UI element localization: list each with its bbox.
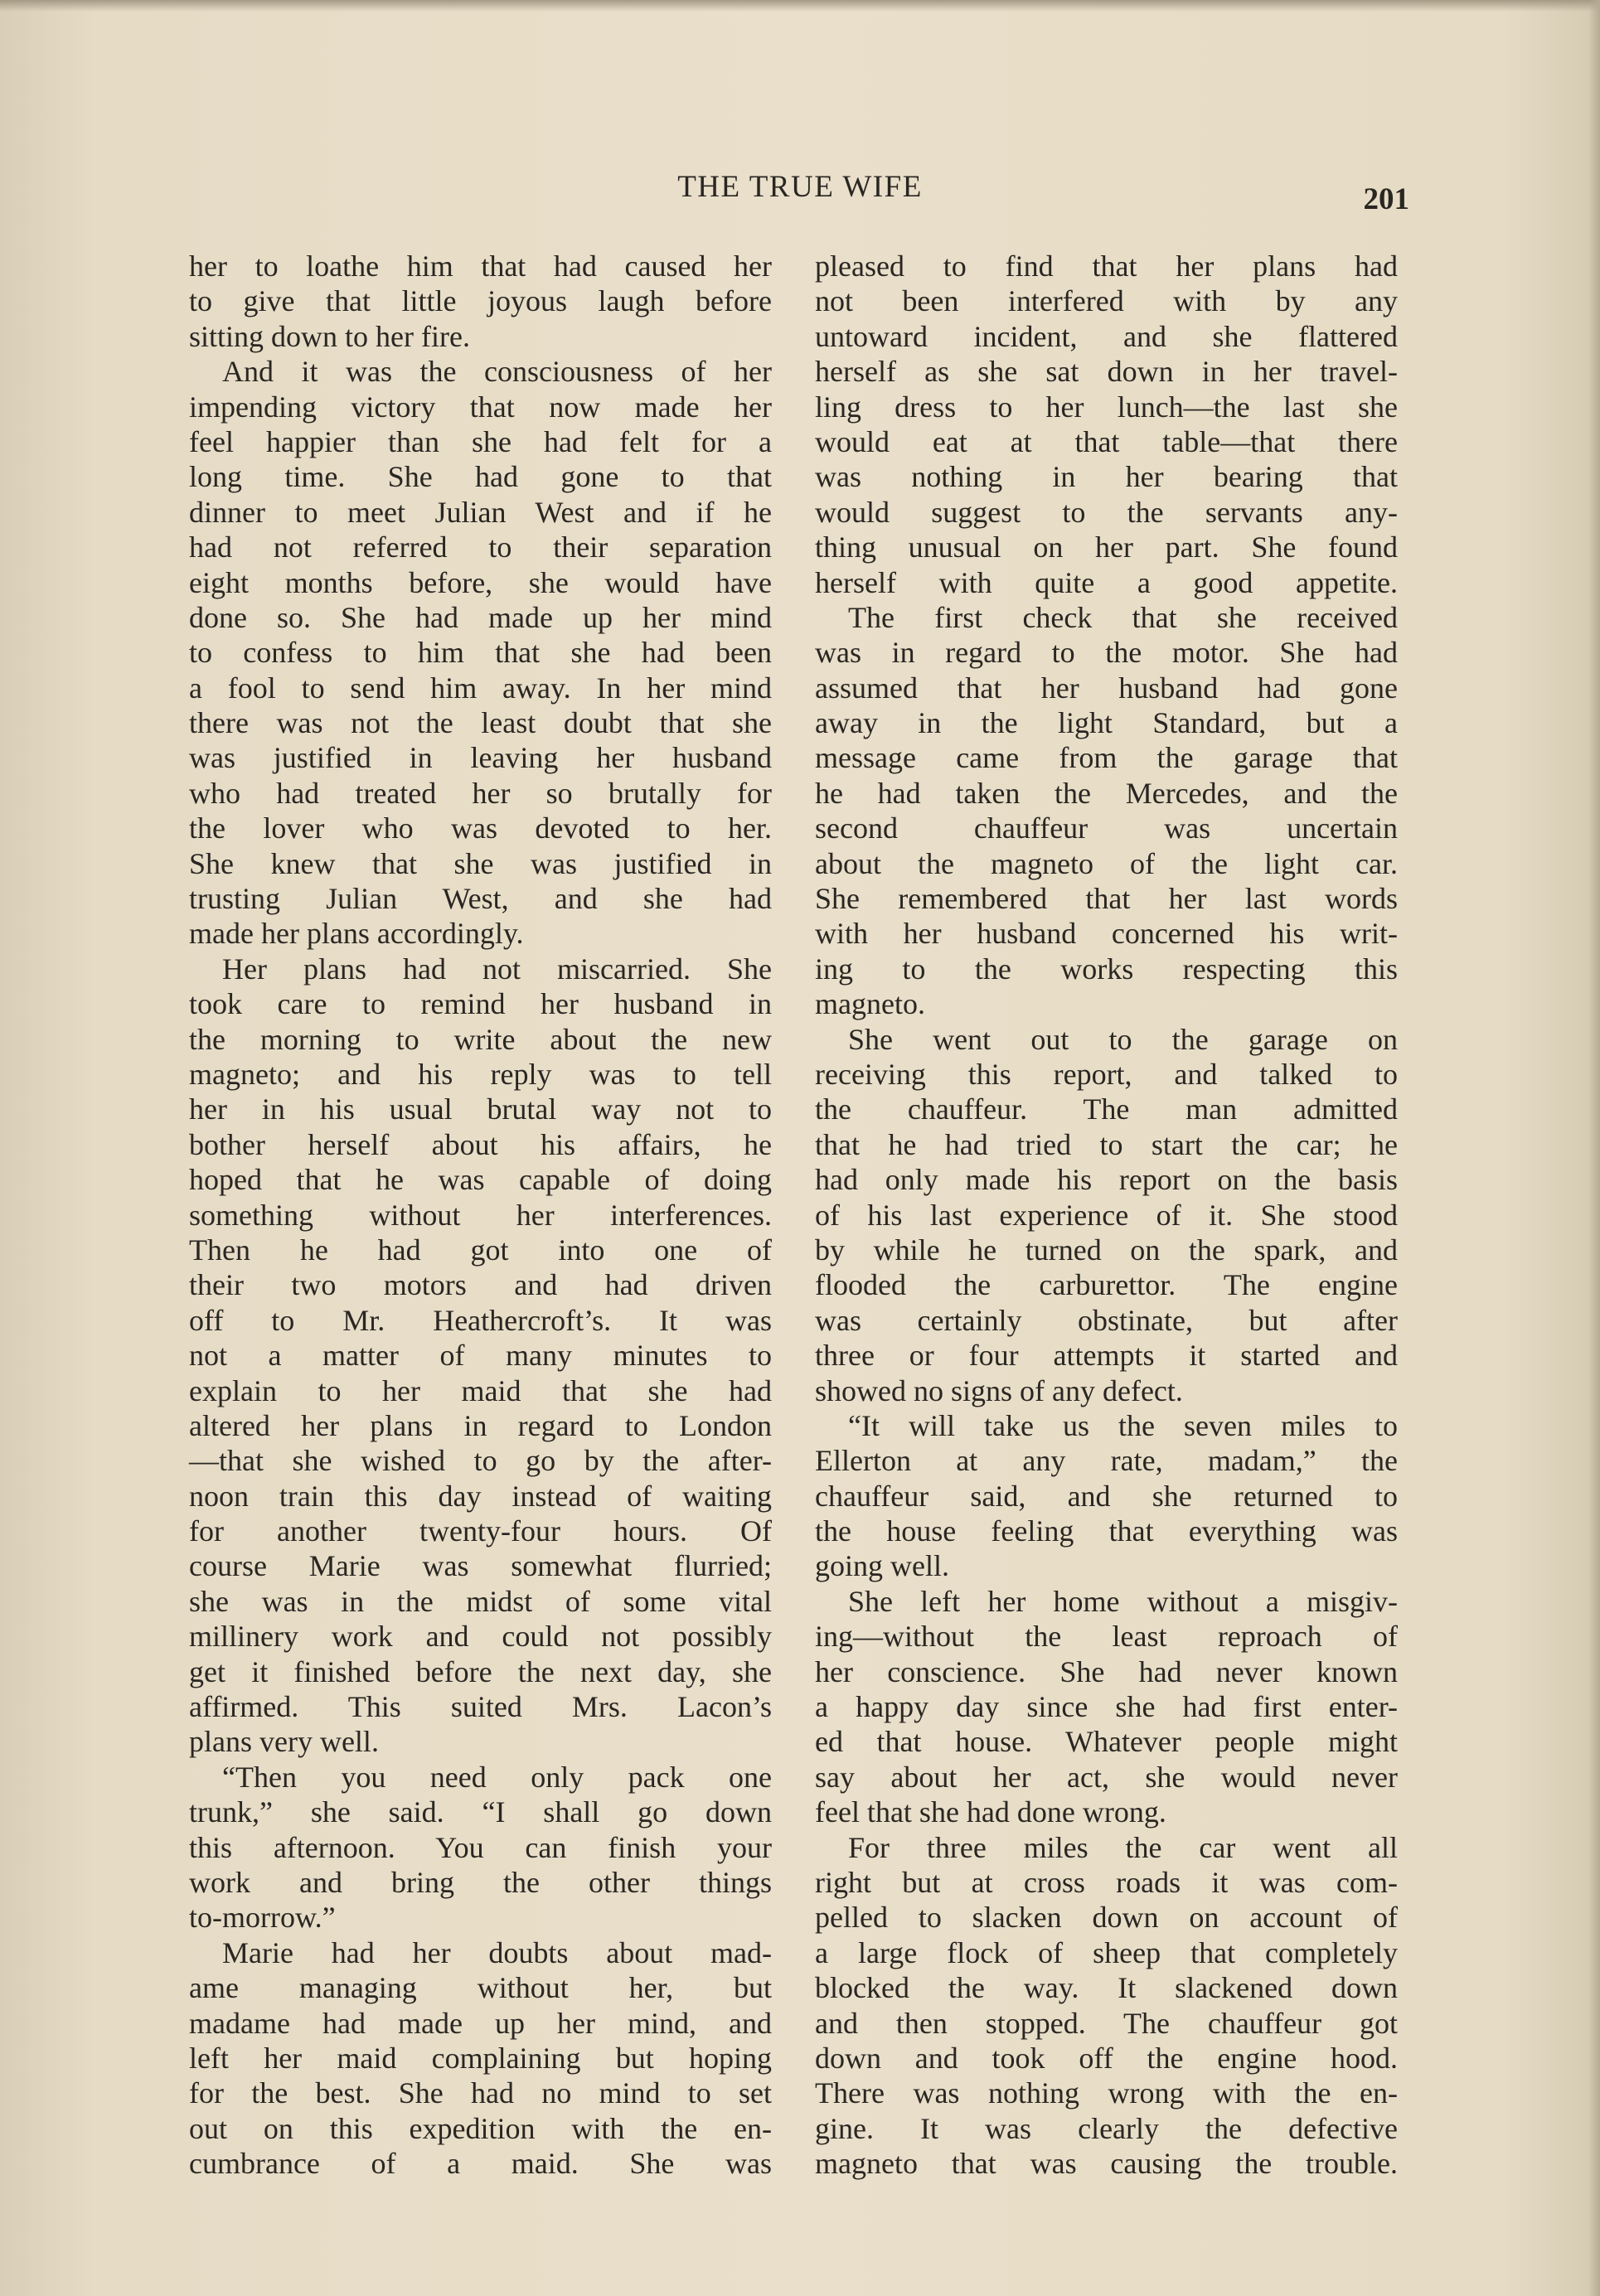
text-line: was justified in leaving her husband (189, 741, 772, 775)
text-line: off to Mr. Heathercroft’s. It was (189, 1303, 772, 1337)
text-line: “Then you need only pack one (222, 1760, 772, 1794)
text-line: work and bring the other things (189, 1865, 772, 1899)
text-line: “It will take us the seven miles to (848, 1408, 1398, 1442)
text-line: for the best. She had no mind to set (189, 2076, 772, 2110)
text-line: she was in the midst of some vital (189, 1584, 772, 1618)
text-line: gine. It was clearly the defective (815, 2111, 1398, 2145)
text-line: had not referred to their separation (189, 530, 772, 564)
text-line: was in regard to the motor. She had (815, 636, 1398, 670)
text-line: ed that house. Whatever people might (815, 1725, 1398, 1759)
text-line: of his last experience of it. She stood (815, 1198, 1398, 1232)
text-line: second chauffeur was uncertain (815, 811, 1398, 845)
text-line: not been interfered with by any (815, 284, 1398, 318)
text-line: She remembered that her last words (815, 882, 1398, 916)
text-line: She knew that she was justified in (189, 846, 772, 880)
text-line: get it finished before the next day, she (189, 1654, 772, 1688)
text-line: going well. (815, 1549, 949, 1583)
page-number: 201 (1363, 182, 1409, 216)
text-line: left her maid complaining but hoping (189, 2041, 772, 2075)
text-line: The first check that she received (848, 600, 1398, 634)
text-line: dinner to meet Julian West and if he (189, 495, 772, 529)
text-line: long time. She had gone to that (189, 460, 772, 494)
text-line: ling dress to her lunch—the last she (815, 390, 1398, 424)
text-line: assumed that her husband had gone (815, 671, 1398, 705)
text-line: bother herself about his affairs, he (189, 1127, 772, 1161)
text-line: feel that she had done wrong. (815, 1795, 1166, 1829)
text-line: magneto. (815, 987, 925, 1021)
text-line: by while he turned on the spark, and (815, 1233, 1398, 1267)
text-line: out on this expedition with the en- (189, 2111, 772, 2145)
text-line: For three miles the car went all (848, 1830, 1398, 1864)
text-line: a happy day since she had first enter- (815, 1690, 1398, 1724)
text-line: took care to remind her husband in (189, 987, 772, 1021)
text-line: showed no signs of any defect. (815, 1373, 1183, 1407)
text-line: cumbrance of a maid. She was (189, 2147, 772, 2181)
text-line: made her plans accordingly. (189, 917, 524, 951)
text-line: say about her act, she would never (815, 1760, 1398, 1794)
text-line: Her plans had not miscarried. She (222, 952, 772, 986)
text-line: Marie had her doubts about mad- (222, 1935, 772, 1969)
text-line: madame had made up her mind, and (189, 2006, 772, 2040)
text-line: the morning to write about the new (189, 1022, 772, 1056)
text-line: her conscience. She had never known (815, 1654, 1398, 1688)
text-line: magneto that was causing the trouble. (815, 2147, 1398, 2181)
left-text-column (189, 249, 772, 2181)
text-line: a large flock of sheep that completely (815, 1935, 1398, 1969)
text-line: her in his usual brutal way not to (189, 1092, 772, 1126)
text-line: right but at cross roads it was com- (815, 1865, 1398, 1899)
text-line: pleased to find that her plans had (815, 249, 1398, 283)
text-line: herself with quite a good appetite. (815, 565, 1398, 599)
text-line: trunk,” she said. “I shall go down (189, 1795, 772, 1829)
text-line: ing to the works respecting this (815, 952, 1398, 986)
text-line: There was nothing wrong with the en- (815, 2076, 1398, 2110)
text-line: blocked the way. It slackened down (815, 1971, 1398, 2005)
text-line: noon train this day instead of waiting (189, 1479, 772, 1513)
text-line: with her husband concerned his writ- (815, 917, 1398, 951)
text-line: something without her interferences. (189, 1198, 772, 1232)
text-line: he had taken the Mercedes, and the (815, 776, 1398, 810)
text-line: explain to her maid that she had (189, 1373, 772, 1407)
text-line: to-morrow.” (189, 1901, 336, 1935)
text-line: message came from the garage that (815, 741, 1398, 775)
text-line: affirmed. This suited Mrs. Lacon’s (189, 1690, 772, 1724)
text-line: She went out to the garage on (848, 1022, 1398, 1056)
text-line: Ellerton at any rate, madam,” the (815, 1444, 1398, 1478)
text-line: And it was the consciousness of her (222, 355, 772, 389)
text-line: would eat at that table—that there (815, 424, 1398, 458)
text-line: down and took off the engine hood. (815, 2041, 1398, 2075)
text-line: course Marie was somewhat flurried; (189, 1549, 772, 1583)
text-line: would suggest to the servants any- (815, 495, 1398, 529)
text-line: millinery work and could not possibly (189, 1620, 772, 1654)
text-line: had only made his report on the basis (815, 1163, 1398, 1197)
text-line: the chauffeur. The man admitted (815, 1092, 1398, 1126)
text-line: three or four attempts it started and (815, 1339, 1398, 1373)
text-line: Then he had got into one of (189, 1233, 772, 1267)
text-line: and then stopped. The chauffeur got (815, 2006, 1398, 2040)
text-line: plans very well. (189, 1725, 379, 1759)
text-line: a fool to send him away. In her mind (189, 671, 772, 705)
text-line: that he had tried to start the car; he (815, 1127, 1398, 1161)
text-line: done so. She had made up her mind (189, 600, 772, 634)
text-line: who had treated her so brutally for (189, 776, 772, 810)
text-line: untoward incident, and she flattered (815, 319, 1398, 353)
text-line: trusting Julian West, and she had (189, 882, 772, 916)
text-line: for another twenty-four hours. Of (189, 1514, 772, 1548)
text-line: the lover who was devoted to her. (189, 811, 772, 845)
text-line: eight months before, she would have (189, 565, 772, 599)
text-line: receiving this report, and talked to (815, 1057, 1398, 1091)
running-title: THE TRUE WIFE (677, 170, 923, 204)
text-line: to confess to him that she had been (189, 636, 772, 670)
text-line: herself as she sat down in her travel- (815, 355, 1398, 389)
text-line: was nothing in her bearing that (815, 460, 1398, 494)
text-line: was certainly obstinate, but after (815, 1303, 1398, 1337)
text-line: chauffeur said, and she returned to (815, 1479, 1398, 1513)
text-line: She left her home without a misgiv- (848, 1584, 1398, 1618)
text-line: about the magneto of the light car. (815, 846, 1398, 880)
text-line: altered her plans in regard to London (189, 1408, 772, 1442)
text-line: away in the light Standard, but a (815, 706, 1398, 740)
text-line: thing unusual on her part. She found (815, 530, 1398, 564)
text-line: ing—without the least reproach of (815, 1620, 1398, 1654)
text-line: there was not the least doubt that she (189, 706, 772, 740)
text-line: the house feeling that everything was (815, 1514, 1398, 1548)
text-line: flooded the carburettor. The engine (815, 1268, 1398, 1302)
text-line: this afternoon. You can finish your (189, 1830, 772, 1864)
text-line: ame managing without her, but (189, 1971, 772, 2005)
text-line: to give that little joyous laugh before (189, 284, 772, 318)
text-line: hoped that he was capable of doing (189, 1163, 772, 1197)
text-line: impending victory that now made her (189, 390, 772, 424)
right-text-column (815, 249, 1398, 2181)
text-line: her to loathe him that had caused her (189, 249, 772, 283)
text-line: —that she wished to go by the after- (189, 1444, 772, 1478)
text-line: sitting down to her fire. (189, 319, 470, 353)
text-line: pelled to slacken down on account of (815, 1901, 1398, 1935)
text-line: magneto; and his reply was to tell (189, 1057, 772, 1091)
text-line: not a matter of many minutes to (189, 1339, 772, 1373)
text-line: feel happier than she had felt for a (189, 424, 772, 458)
text-line: their two motors and had driven (189, 1268, 772, 1302)
